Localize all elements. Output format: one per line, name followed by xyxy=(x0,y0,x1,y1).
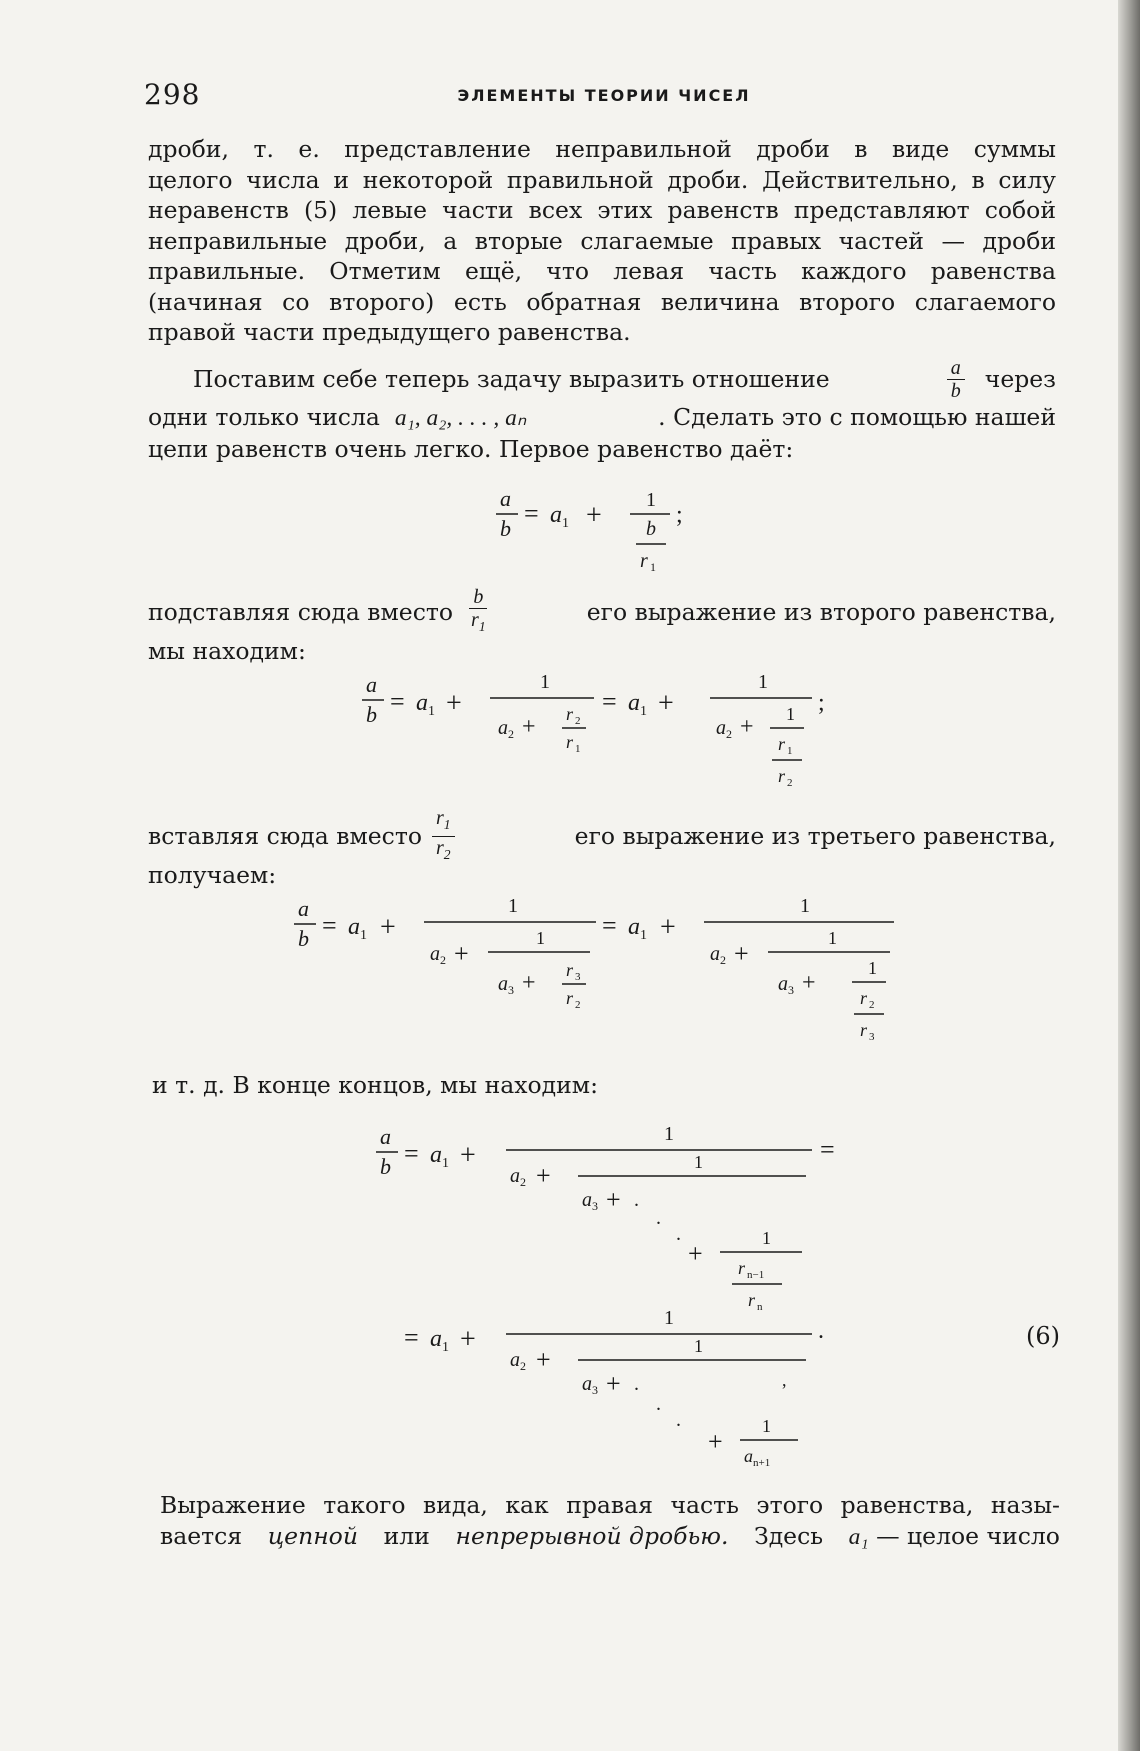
math-symbol: a xyxy=(498,973,508,995)
math-subscript: 1 xyxy=(360,928,367,943)
math-symbol: b xyxy=(500,516,511,541)
math-symbol: r xyxy=(566,960,574,980)
math-symbol: = xyxy=(524,499,539,528)
math-symbol: + xyxy=(658,688,674,719)
math-subscript: 1 xyxy=(428,704,435,719)
fraction-denominator xyxy=(432,837,455,866)
math-symbol: a xyxy=(430,1142,442,1168)
text-line: (начиная со второго) есть обратная величина второго слагаемого xyxy=(148,287,1056,316)
math-symbol: = xyxy=(602,911,617,940)
math-symbol: a xyxy=(366,672,377,697)
math-subscript: 1 xyxy=(478,619,486,634)
math-symbol: + xyxy=(536,1161,551,1190)
math-symbol: r xyxy=(860,1020,868,1040)
math-subscript: 2 xyxy=(726,727,732,741)
math-symbol: + xyxy=(522,970,536,996)
math-subscript: 3 xyxy=(592,1199,598,1213)
math-symbol: 1 xyxy=(828,928,837,948)
math-symbol: b xyxy=(366,702,377,727)
math-symbol: a xyxy=(582,1373,592,1395)
math-subscript: 1 xyxy=(442,1340,449,1355)
math-symbol: a xyxy=(430,1326,442,1352)
math-symbol: a xyxy=(500,486,511,511)
math-subscript: n xyxy=(757,1301,763,1313)
math-symbol: + xyxy=(460,1324,476,1355)
math-symbol: r xyxy=(435,836,444,859)
math-symbol: ; xyxy=(818,690,825,716)
math-subscript: 1 xyxy=(640,928,647,943)
math-symbol: + xyxy=(454,939,469,968)
math-subscript: 2 xyxy=(575,999,581,1011)
text-line: правильные. Отметим ещё, что левая часть каждого равенства xyxy=(148,257,1056,285)
math-symbol: + xyxy=(522,714,536,740)
text-line: правой части предыдущего равенства. xyxy=(148,318,631,346)
math-symbol: . xyxy=(656,1207,661,1229)
text-line: неравенств (5) левые части всех этих равенств представляют собой xyxy=(148,196,1056,224)
text-span: вставляя сюда вместо xyxy=(148,821,422,850)
math-symbol: a xyxy=(628,690,640,716)
italic-term: непрерывной дробью. xyxy=(455,1521,729,1550)
text-span: через xyxy=(984,364,1056,393)
text-line xyxy=(160,1521,1060,1553)
math-symbol: + xyxy=(446,688,462,719)
text-span: его выражение из второго равенства, xyxy=(586,597,1056,626)
formula-1 xyxy=(490,482,710,586)
math-subscript: 1 xyxy=(787,745,793,757)
math-symbol: . xyxy=(676,1223,681,1245)
math-symbol: a xyxy=(430,943,440,965)
math-symbol: a xyxy=(348,914,360,940)
math-symbol: 1 xyxy=(762,1228,771,1248)
math-symbol: 1 xyxy=(762,1416,771,1436)
math-symbol: = xyxy=(602,687,617,716)
text-line: цепи равенств очень легко. Первое равенство даёт: xyxy=(148,434,794,463)
math-sequence: a₁, a₂, . . . , aₙ xyxy=(394,405,527,431)
text-line: дроби, т. е. представление неправильной дроби в виде суммы xyxy=(148,135,1056,163)
fraction-numerator xyxy=(432,807,455,837)
text-span: одни только числа xyxy=(148,403,380,431)
page-header xyxy=(144,78,1064,118)
math-symbol: + xyxy=(606,1185,621,1214)
math-symbol: . xyxy=(676,1409,681,1431)
math-symbol: r xyxy=(566,988,574,1008)
math-subscript: 2 xyxy=(440,953,446,967)
math-symbol: + xyxy=(606,1369,621,1398)
math-subscript: 2 xyxy=(869,999,875,1011)
math-subscript: 1 xyxy=(442,1156,449,1171)
math-subscript: 3 xyxy=(869,1031,875,1043)
text-span: — целое число xyxy=(876,1521,1060,1550)
math-subscript: 1 xyxy=(650,560,656,574)
math-symbol: a xyxy=(510,1165,520,1187)
math-symbol: b xyxy=(646,518,656,540)
math-symbol: 1 xyxy=(540,671,550,693)
math-symbol: + xyxy=(802,970,816,996)
text-line: Выражение такого вида, как правая часть этого равенства, назы- xyxy=(160,1491,1060,1519)
math-subscript: 2 xyxy=(787,777,793,789)
text-line: получаем: xyxy=(148,861,277,889)
math-symbol: + xyxy=(740,714,754,740)
math-symbol: r xyxy=(566,732,574,752)
math-symbol: a xyxy=(416,690,428,716)
math-symbol: 1 xyxy=(694,1152,703,1172)
math-symbol: b xyxy=(298,926,309,951)
paragraph-4 xyxy=(148,806,1056,891)
text-line xyxy=(148,588,1056,636)
formula-3 xyxy=(290,892,910,1046)
math-symbol: = xyxy=(404,1323,419,1352)
math-symbol: a xyxy=(550,502,562,528)
math-symbol: + xyxy=(586,500,602,531)
text-line: и т. д. В конце концов, мы находим: xyxy=(152,1071,598,1099)
math-symbol: a xyxy=(498,717,508,739)
inline-fraction-b-over-r1 xyxy=(467,586,490,638)
math-subscript: n+1 xyxy=(753,1457,771,1469)
paragraph-3 xyxy=(148,588,1056,667)
fraction-denominator: b xyxy=(950,379,961,402)
math-symbol: + xyxy=(536,1345,551,1374)
math-symbol: 1 xyxy=(868,958,877,978)
text-line xyxy=(148,402,1056,434)
math-symbol: a xyxy=(628,914,640,940)
math-symbol: = xyxy=(820,1135,835,1164)
math-symbol: r xyxy=(435,806,444,829)
math-symbol: a xyxy=(510,1349,520,1371)
math-subscript: 3 xyxy=(592,1383,598,1397)
paragraph-6 xyxy=(160,1490,1060,1552)
text-span: или xyxy=(383,1521,430,1550)
math-symbol: . xyxy=(656,1393,661,1415)
math-symbol: ; xyxy=(676,502,683,528)
math-symbol: r xyxy=(738,1258,746,1278)
fraction-numerator: b xyxy=(469,586,487,609)
math-symbol: 1 xyxy=(758,671,768,693)
math-symbol: , xyxy=(782,1370,787,1390)
math-symbol: 1 xyxy=(508,895,518,917)
math-symbol: a xyxy=(582,1189,592,1211)
math-symbol: 1 xyxy=(646,489,656,511)
math-symbol: 1 xyxy=(664,1307,674,1329)
math-subscript: 1 xyxy=(562,516,569,531)
text-line: целого числа и некоторой правильной дроби. Действительно, в силу xyxy=(148,165,1056,194)
math-symbol: r xyxy=(860,988,868,1008)
italic-term: цепной xyxy=(267,1521,358,1550)
math-symbol: r xyxy=(778,734,786,754)
formula-2 xyxy=(358,668,838,812)
fraction-numerator: a xyxy=(947,357,965,380)
math-symbol: + xyxy=(460,1140,476,1171)
math-symbol: a xyxy=(778,973,788,995)
running-title: ЭЛЕМЕНТЫ ТЕОРИИ ЧИСЕЛ xyxy=(457,86,751,105)
math-symbol: 1 xyxy=(786,704,795,724)
page-edge xyxy=(1118,0,1140,1751)
math-symbol: a xyxy=(298,896,309,921)
math-symbol: r xyxy=(471,609,479,631)
text-span: Здесь xyxy=(754,1521,824,1550)
math-symbol: a₁ xyxy=(848,1523,869,1550)
fraction-denominator xyxy=(467,609,490,638)
inline-fraction-a-over-b xyxy=(947,357,965,402)
text-line xyxy=(148,356,1056,402)
math-symbol: . xyxy=(634,1189,639,1211)
formula-4 xyxy=(372,1120,852,1474)
math-symbol: 1 xyxy=(800,895,810,917)
math-symbol: + xyxy=(708,1427,723,1456)
math-subscript: 2 xyxy=(443,846,451,862)
math-symbol: = xyxy=(404,1139,419,1168)
math-subscript: 3 xyxy=(575,971,581,983)
math-subscript: 2 xyxy=(720,953,726,967)
text-line: мы находим: xyxy=(148,637,306,665)
math-subscript: n−1 xyxy=(747,1269,765,1281)
text-span: его выражение из третьего равенства, xyxy=(574,821,1056,850)
text-line xyxy=(148,806,1056,862)
inline-fraction-r1-over-r2 xyxy=(432,807,455,866)
math-subscript: 1 xyxy=(443,816,451,832)
text-span: вается xyxy=(160,1521,243,1550)
text-span: подставляя сюда вместо xyxy=(148,597,454,626)
math-symbol: r xyxy=(778,766,786,786)
paragraph-2 xyxy=(148,356,1056,464)
math-subscript: 2 xyxy=(520,1175,526,1189)
math-subscript: 1 xyxy=(575,743,581,755)
math-symbol: = xyxy=(390,687,405,716)
math-symbol: a xyxy=(380,1124,391,1149)
page-number: 298 xyxy=(144,78,201,111)
text-line: неправильные дроби, а вторые слагаемые правых частей — дроби xyxy=(148,226,1056,255)
math-symbol: r xyxy=(748,1290,756,1310)
math-symbol: + xyxy=(734,939,749,968)
math-symbol: + xyxy=(660,912,676,943)
math-subscript: 2 xyxy=(508,727,514,741)
math-symbol: r xyxy=(566,704,574,724)
math-subscript: 2 xyxy=(575,715,581,727)
math-subscript: 3 xyxy=(508,983,514,997)
math-symbol: 1 xyxy=(694,1336,703,1356)
math-subscript: 2 xyxy=(520,1359,526,1373)
text-span: Поставим себе теперь задачу выразить отношение xyxy=(193,364,830,393)
paragraph-1 xyxy=(148,134,1056,348)
math-symbol: a xyxy=(744,1446,753,1466)
paragraph-5 xyxy=(152,1070,1060,1101)
math-symbol: b xyxy=(380,1154,391,1179)
math-symbol: + xyxy=(688,1239,703,1268)
math-symbol: 1 xyxy=(536,928,545,948)
math-symbol: 1 xyxy=(664,1123,674,1145)
text-span: . Сделать это с помощью нашей xyxy=(658,403,1056,431)
math-symbol: . xyxy=(818,1318,824,1344)
math-subscript: 3 xyxy=(788,983,794,997)
math-symbol: = xyxy=(322,911,337,940)
math-symbol: a xyxy=(716,717,726,739)
math-subscript: 1 xyxy=(640,704,647,719)
math-symbol: r xyxy=(640,550,648,572)
math-symbol: a xyxy=(710,943,720,965)
math-symbol: + xyxy=(380,912,396,943)
math-symbol: . xyxy=(634,1373,639,1395)
equation-number: (6) xyxy=(1026,1322,1060,1350)
